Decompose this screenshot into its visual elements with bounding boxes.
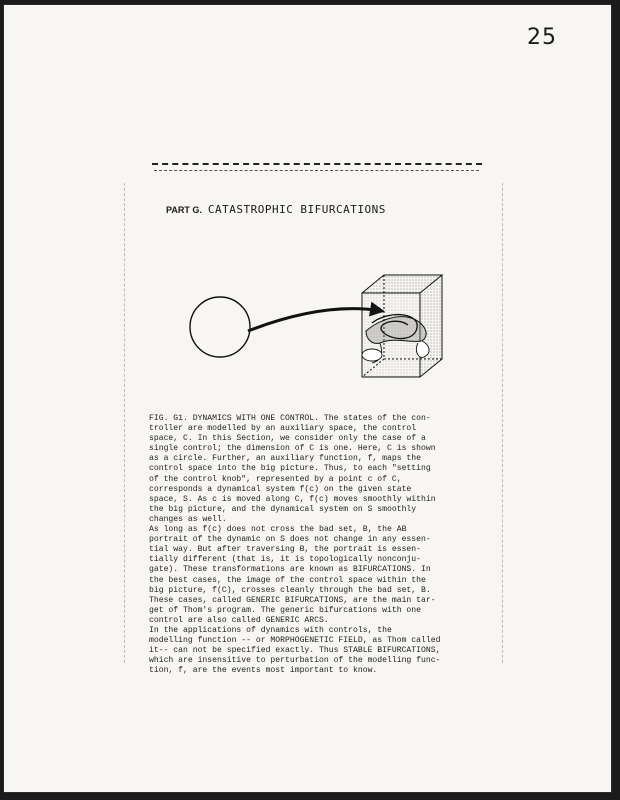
caption-line: FIG. G1. DYNAMICS WITH ONE CONTROL. The states of the con- — [149, 414, 431, 423]
caption-line: changes as well. — [149, 514, 227, 524]
caption-line: space, S. As c is moved along C, f(c) moves smoothly within — [149, 494, 436, 504]
top-divider — [152, 163, 482, 165]
caption-line: of the control knob", represented by a point c of C, — [149, 474, 402, 484]
caption-line: troller are modelled by an auxiliary space, the control — [149, 424, 417, 434]
caption-line: portrait of the dynamic on S does not change in any essen- — [149, 535, 431, 545]
caption-line: modelling function -- or MORPHOGENETIC FIELD, as Thom called — [149, 636, 441, 646]
caption-line: tial way. But after traversing B, the portrait is essen- — [149, 545, 421, 555]
caption-line: In the applications of dynamics with controls, the — [149, 625, 392, 635]
caption-line: control space into the big picture. Thus, to each "setting — [149, 464, 431, 474]
caption-line: gate). These transformations are known as BIFURCATIONS. In — [149, 565, 431, 575]
top-divider-secondary — [154, 170, 479, 171]
caption-line: corresponds a dynamical system f(c) on the given state — [149, 484, 412, 494]
section-heading — [166, 198, 386, 217]
caption-line: the best cases, the image of the control space within the — [149, 575, 426, 585]
caption-line: These cases, called GENERIC BIFURCATIONS, are the main tar- — [149, 595, 436, 605]
right-margin-trace — [502, 183, 503, 663]
caption-line: get of Thom's program. The generic bifurcations with one — [149, 605, 421, 615]
caption-line: space, C. In this Section, we consider only the case of a — [149, 434, 426, 444]
document-page — [4, 5, 611, 792]
caption-line: single control; the dimension of C is one. Here, C is shown — [149, 444, 436, 454]
part-label: PART G. — [166, 205, 202, 215]
caption-line: As long as f(c) does not cross the bad set, B, the AB — [149, 525, 407, 535]
caption-line: tion, f, are the events most important to know. — [149, 666, 378, 676]
left-margin-trace — [124, 183, 125, 663]
caption-line: which are insensitive to perturbation of the modelling func- — [149, 656, 441, 666]
page-number: 25 — [527, 25, 557, 50]
control-circle — [190, 297, 250, 357]
caption-line: big picture, f(C), crosses cleanly through the bad set, B. — [149, 585, 431, 595]
section-title: CATASTROPHIC BIFURCATIONS — [207, 203, 386, 216]
caption-line: tially different (that is, it is topologically nonconju- — [149, 555, 421, 565]
caption-line: control are also called GENERIC ARCS. — [149, 615, 329, 625]
caption-line: as a circle. Further, an auxiliary function, f, maps the — [149, 454, 421, 464]
caption-line: it-- can not be specified exactly. Thus STABLE BIFURCATIONS, — [149, 646, 441, 656]
caption-line: the big picture, and the dynamical system on S smoothly — [149, 504, 417, 514]
figure-caption — [149, 414, 479, 676]
control-space-figure — [184, 273, 446, 393]
